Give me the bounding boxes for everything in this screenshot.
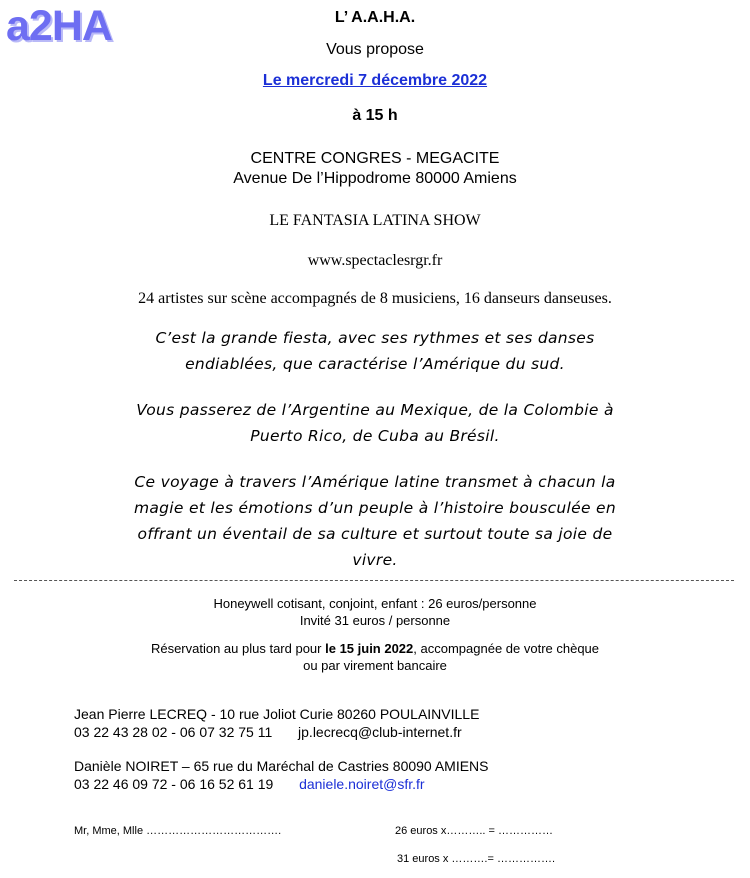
description-line: magie et les émotions d’un peuple à l’histoire bousculée en xyxy=(133,499,617,517)
show-title: LE FANTASIA LATINA SHOW xyxy=(269,212,481,229)
contact-phone: 03 22 43 28 02 - 06 07 32 75 11 xyxy=(74,724,273,740)
form-name-field: Mr, Mme, Mlle ………………………………. xyxy=(74,825,282,837)
contact-phone-row xyxy=(74,723,479,741)
venue-address: Avenue De l’Hippodrome 80000 Amiens xyxy=(233,170,517,187)
event-time: à 15 h xyxy=(352,107,398,124)
form-line-31: 31 euros x ……….= ……………. xyxy=(397,853,556,865)
pricing-member: Honeywell cotisant, conjoint, enfant : 26 euros/personne xyxy=(213,596,537,611)
pricing-guest: Invité 31 euros / personne xyxy=(299,613,451,628)
description-line: endiablées, que caractérise l’Amérique du sud. xyxy=(185,355,565,373)
description-line: Puerto Rico, de Cuba au Brésil. xyxy=(250,427,500,445)
description-line: vivre. xyxy=(352,551,398,569)
contact-phone-row xyxy=(74,775,489,793)
event-date: Le mercredi 7 décembre 2022 xyxy=(262,72,488,89)
description-line: offrant un éventail de sa culture et surtout toute sa joie de xyxy=(137,525,613,543)
description-paragraph-3 xyxy=(0,469,750,573)
organizer-name: L’ A.A.H.A. xyxy=(334,9,416,26)
contact-1 xyxy=(74,705,479,741)
reservation-line-2: ou par virement bancaire xyxy=(303,658,447,673)
event-date-wrapper xyxy=(0,72,750,90)
form-line-26: 26 euros x……….. = …………… xyxy=(395,825,554,837)
reservation-after: , accompagnée de votre chèque xyxy=(413,641,600,656)
contact-address: Danièle NOIRET – 65 rue du Maréchal de Castries 80090 AMIENS xyxy=(74,758,489,774)
description-line: C’est la grande fiesta, avec ses rythmes et ses danses xyxy=(155,329,595,347)
description-line: Ce voyage à travers l’Amérique latine transmet à chacun la xyxy=(134,473,616,491)
description-line: Vous passerez de l’Argentine au Mexique, de la Colombie à xyxy=(136,401,614,419)
logo: a2HA xyxy=(6,2,112,50)
reservation-deadline: le 15 juin 2022 xyxy=(325,641,414,656)
description-paragraph-2 xyxy=(0,397,750,449)
description-paragraph-1 xyxy=(0,325,750,377)
reservation-line-1 xyxy=(0,640,750,657)
contact-address: Jean Pierre LECREQ - 10 rue Joliot Curie 80260 POULAINVILLE xyxy=(74,706,480,722)
dashed-separator xyxy=(14,580,734,581)
contact-2 xyxy=(74,757,489,793)
contact-email[interactable]: daniele.noiret@sfr.fr xyxy=(299,776,425,792)
contact-email[interactable]: jp.lecrecq@club-internet.fr xyxy=(298,724,462,740)
show-website: www.spectaclesrgr.fr xyxy=(307,252,443,269)
venue-name: CENTRE CONGRES - MEGACITE xyxy=(250,150,500,167)
propose-text: Vous propose xyxy=(326,41,424,58)
show-artists: 24 artistes sur scène accompagnés de 8 musiciens, 16 danseurs danseuses. xyxy=(138,290,612,307)
reservation-before: Réservation au plus tard pour xyxy=(150,641,326,656)
contact-phone: 03 22 46 09 72 - 06 16 52 61 19 xyxy=(74,776,274,792)
